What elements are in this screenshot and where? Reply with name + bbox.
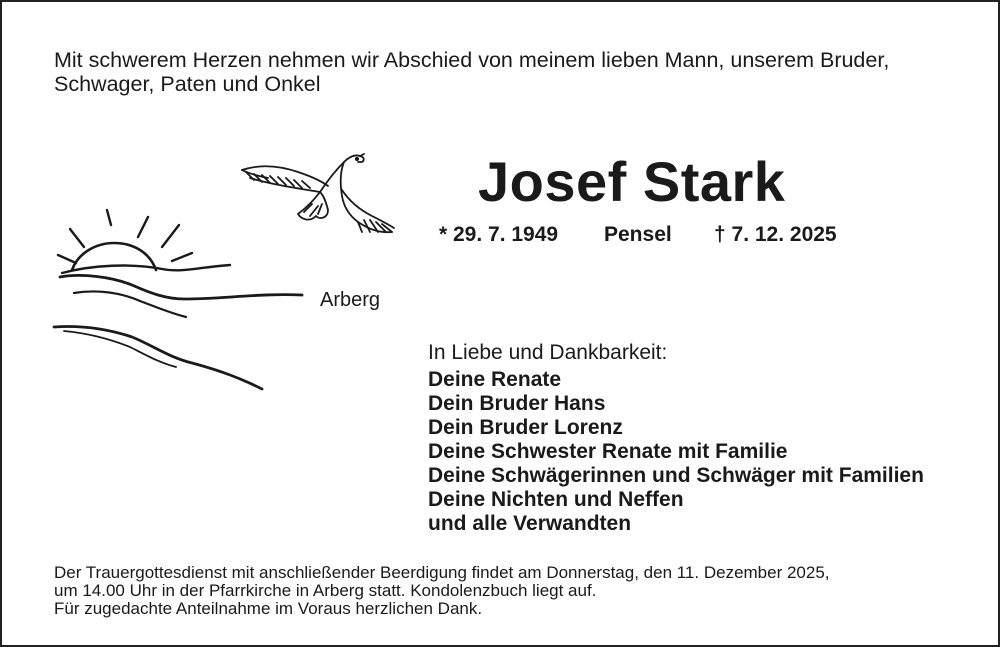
service-info-line-2: um 14.00 Uhr in der Pfarrkirche in Arberg statt. Kondolenzbuch liegt auf.: [54, 581, 597, 600]
mourner-item: Dein Bruder Lorenz: [428, 416, 623, 439]
mourner-item: Deine Renate: [428, 368, 562, 391]
death-date: † 7. 12. 2025: [714, 223, 837, 246]
mourner-item: und alle Verwandten: [428, 512, 632, 535]
mourners-list: [428, 368, 924, 536]
mourner-item: Deine Nichten und Neffen: [428, 488, 684, 511]
deceased-name: Josef Stark: [478, 150, 786, 213]
intro-line-1: Mit schwerem Herzen nehmen wir Abschied von meinem lieben Mann, unserem Bruder,: [54, 48, 890, 72]
mourners-heading: In Liebe und Dankbarkeit:: [428, 341, 668, 364]
mourner-item: Dein Bruder Hans: [428, 392, 606, 415]
service-info: [54, 564, 974, 618]
intro-text: [54, 48, 974, 96]
service-info-line-1: Der Trauergottesdienst mit anschließender Beerdigung findet am Donnerstag, den 11. Dezember 2025,: [54, 563, 830, 582]
mourner-item: Deine Schwester Renate mit Familie: [428, 440, 788, 463]
place-label: Arberg: [320, 289, 381, 311]
mourner-item: Deine Schwägerinnen und Schwäger mit Familien: [428, 464, 924, 487]
sunset-hills-icon: [52, 207, 312, 397]
birth-place: Pensel: [604, 223, 672, 246]
birth-date: * 29. 7. 1949: [439, 223, 559, 246]
service-info-line-3: Für zugedachte Anteilnahme im Voraus herzlichen Dank.: [54, 599, 483, 618]
intro-line-2: Schwager, Paten und Onkel: [54, 72, 321, 96]
